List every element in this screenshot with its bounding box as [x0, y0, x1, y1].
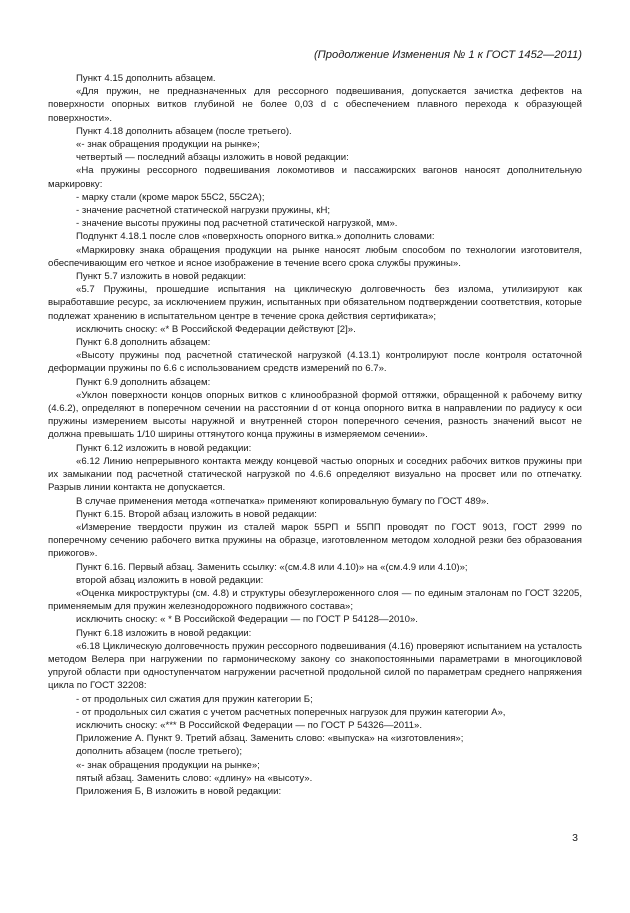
- paragraph: Пункт 6.18 изложить в новой редакции:: [76, 627, 252, 639]
- paragraph: «5.7 Пружины, прошедшие испытания на циклическую долговечность без излома, утилизируют как выработавшие ресурс, за исключением пружин, испытанных при обязательном подтверждении соответствия, которые подлежат хранению в испытательном центре в течение срока действия сертификата»;: [48, 284, 582, 322]
- paragraph: Приложения Б, В изложить в новой редакции:: [76, 785, 282, 797]
- paragraph: Пункт 6.15. Второй абзац изложить в новой редакции:: [76, 508, 317, 520]
- paragraph: Пункт 6.9 дополнить абзацем:: [76, 376, 211, 388]
- paragraph: Пункт 4.18 дополнить абзацем (после третьего).: [76, 125, 292, 137]
- paragraph: «Маркировку знака обращения продукции на рынке наносят любым способом по технологии изготовителя, обеспечивающим его четкое и ясное изображение в течение всего срока службы пружины».: [48, 244, 582, 269]
- paragraph: исключить сноску: «*** В Российской Федерации — по ГОСТ Р 54326—2011».: [76, 719, 423, 731]
- paragraph: «Оценка микроструктуры (см. 4.8) и структуры обезуглероженного слоя — по единым эталонам по ГОСТ 32205, применяемым для пружин железнодорожного подвижного состава»;: [48, 587, 582, 613]
- list-item: - от продольных сил сжатия с учетом расчетных поперечных нагрузок для пружин категории А»,: [76, 706, 506, 718]
- paragraph: «- знак обращения продукции на рынке»;: [76, 139, 260, 151]
- paragraph: «6.18 Циклическую долговечность пружин рессорного подвешивания (4.16) проверяют испытанием на усталость методом Велера при нагружении по гармоническому закону со знакопостоянными параметрами в многоцикловой упругой области при одноступенчатом нагружении расчетной продольной силой по параметрам среднего напряжения цикла по ГОСТ 32208:: [48, 640, 582, 692]
- paragraph: дополнить абзацем (после третьего);: [76, 746, 242, 758]
- list-item: - марку стали (кроме марок 55С2, 55С2А);: [76, 191, 265, 203]
- page-number: 3: [572, 832, 578, 844]
- paragraph: В случае применения метода «отпечатка» применяют копировальную бумагу по ГОСТ 489».: [76, 495, 489, 507]
- paragraph: исключить сноску: « * В Российской Федерации — по ГОСТ Р 54128—2010».: [76, 614, 418, 626]
- paragraph: Подпункт 4.18.1 после слов «поверхность опорного витка.» дополнить словами:: [76, 231, 435, 243]
- paragraph: «Высоту пружины под расчетной статической нагрузкой (4.13.1) контролируют после контроля остаточной деформации пружины по 6.6 с использованием средств измерений по 6.7».: [48, 350, 582, 375]
- paragraph: «- знак обращения продукции на рынке»;: [76, 759, 260, 771]
- list-item: - значение высоты пружины под расчетной статической нагрузкой, мм».: [76, 218, 398, 230]
- paragraph: Пункт 6.16. Первый абзац. Заменить ссылку: «(см.4.8 или 4.10)» на «(см.4.9 или 4.10)»;: [76, 561, 468, 573]
- paragraph: «Измерение твердости пружин из сталей марок 55РП и 55ПП проводят по ГОСТ 9013, ГОСТ 2999 по поперечному сечению рабочего витка пружины на образце, изготовленном методом холодной резки без образования прижогов».: [48, 521, 582, 560]
- paragraph: «На пружины рессорного подвешивания локомотивов и пассажирских вагонов наносят дополнительную маркировку:: [48, 165, 582, 190]
- paragraph: Пункт 4.15 дополнить абзацем.: [76, 73, 216, 84]
- paragraph: «Уклон поверхности концов опорных витков с клинообразной формой оттяжки, обращенной к рабочему витку (4.6.2), определяют в поперечном сечении на расстоянии d от конца опорного витка в направлении по радиусу к оси пружины измерением высоты наружной и внутренней сторон поперечного сечения, разность значений высот не должна превышать 1/10 ширины оттянутого конца пружины в измеряемом сечении».: [48, 389, 582, 441]
- paragraph: четвертый — последний абзацы изложить в новой редакции:: [76, 152, 349, 164]
- list-item: - от продольных сил сжатия для пружин категории Б;: [76, 693, 313, 705]
- paragraph: Приложение А. Пункт 9. Третий абзац. Заменить слово: «выпуска» на «изготовления»;: [76, 733, 464, 745]
- paragraph: Пункт 6.8 дополнить абзацем:: [76, 337, 211, 349]
- document-body: [48, 72, 582, 798]
- list-item: - значение расчетной статической нагрузки пружины, кН;: [76, 205, 331, 217]
- paragraph: «6.12 Линию непрерывного контакта между концевой частью опорных и соседних рабочих витков пружины при их замыкании под расчетной статической нагрузкой по 4.6.6 определяют визуально на просвет или по отпечатку. Разрыв линии контакта не допускается.: [48, 455, 582, 494]
- paragraph: «Для пружин, не предназначенных для рессорного подвешивания, допускается зачистка дефектов на поверхности опорных витков глубиной не более 0,03 d с обеспечением плавного перехода к образующей поверхности».: [48, 86, 582, 124]
- paragraph: Пункт 6.12 изложить в новой редакции:: [76, 442, 252, 454]
- paragraph: пятый абзац. Заменить слово: «длину» на «высоту».: [76, 772, 313, 784]
- paragraph: второй абзац изложить в новой редакции:: [76, 574, 264, 586]
- page-header: (Продолжение Изменения № 1 к ГОСТ 1452—2011): [313, 49, 582, 61]
- paragraph: исключить сноску: «* В Российской Федерации действуют [2]».: [76, 323, 356, 335]
- paragraph: Пункт 5.7 изложить в новой редакции:: [76, 271, 246, 283]
